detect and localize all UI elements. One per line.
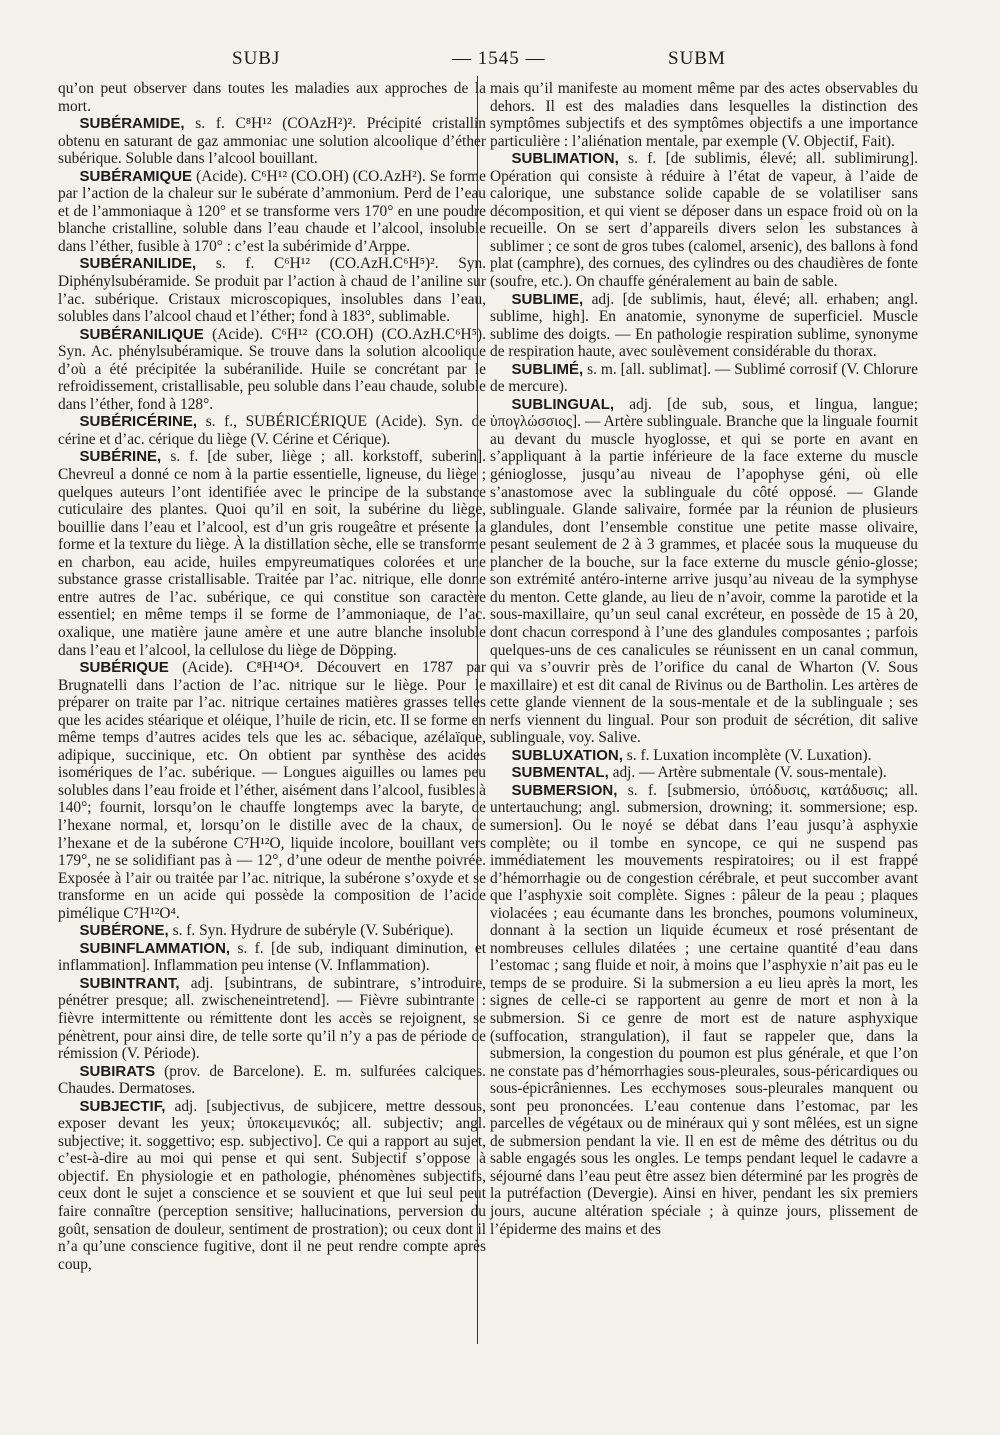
entry: SUBLUXATION, s. f. Luxation incomplète (V. Luxation). — [511, 746, 872, 764]
headword: SUBJECTIF, — [79, 1097, 166, 1115]
entry: SUBLIMATION, s. f. [de sublimis, élevé; all. sublimirung]. Opération qui consiste à réduire à l’état de vapeur, à l’aide de calorique, une substance solide capable de se volatiliser sans décomposition, et qui vient se déposer dans un espace froid où on la recueille. On se sert d’appareils divers selon les substances à sublimer ; ce sont de gros tubes (calomel, arsenic), des ballons à fond plat (camphre), des cornues, des cylindres ou des chaudières de fonte (soufre, etc.). On chauffe généralement au bain de sable. — [490, 150, 918, 291]
entry: SUBÉRAMIQUE (Acide). C⁶H¹² (CO.OH) (CO.AzH²). Se forme par l’action de la chaleur sur le subérate d’ammonium. Perd de l’eau et de l’ammoniaque à 120° et se transforme vers 170° en une poudre blanche cristalline, soluble dans l’eau chaude et l’alcool, insoluble dans l’éther, fusible à 170° : c’est la subérimide d’Arppe. — [58, 167, 486, 255]
headword: SUBÉRONE, — [79, 922, 169, 940]
entry: SUBINTRANT, adj. [subintrans, de subintrare, s’introduire, pénétrer presque; all. zwischeneintretend]. — Fièvre subintrante : fièvre intermittente ou rémittente dont les accès se rejoignent, se pénètrent, pour ainsi dire, de telle sorte qu’il n’y a pas de période de rémission (V. Période). — [58, 974, 486, 1063]
running-head-left: SUBJ — [232, 48, 281, 69]
headword: SUBLINGUAL, — [511, 395, 615, 413]
entry: SUBÉRAMIDE, s. f. C⁸H¹² (COAzH²)². Précipité cristallin obtenu en saturant de gaz ammoniac une solution alcoolique d’éther subérique. Soluble dans l’alcool bouillant. — [58, 115, 486, 168]
left-column — [58, 80, 486, 1273]
entry: SUBÉRICÉRINE, s. f., SUBÉRICÉRIQUE (Acide). Syn. de cérine et d’ac. cérique du liège (V. Cérine et Cérique). — [58, 413, 486, 448]
headword: SUBMENTAL, — [511, 764, 609, 782]
headword: SUBÉRICÉRINE, — [79, 413, 198, 431]
entry: SUBLIMÉ, s. m. [all. sublimat]. — Sublimé corrosif (V. Chlorure de mercure). — [490, 360, 918, 396]
headword: SUBÉRANILIQUE — [79, 325, 204, 343]
headword: SUBIRATS — [79, 1062, 156, 1080]
headword: SUBÉRIQUE — [79, 659, 169, 677]
entry: SUBÉRINE, s. f. [de suber, liège ; all. korkstoff, suberin]. Chevreul a donné ce nom à la partie essentielle, ligneuse, du liège ; quelques auteurs l’ont identifiée avec le principe de la substance cuticulaire des plantes. Quoi qu’il en soit, la subérine du liège, bouillie dans l’eau et l’alcool, est d’un gris rougeâtre et présente la forme et la texture du liège. À la distillation sèche, elle se transforme en charbon, eau acide, huiles empyreumatiques colorées et une substance grasse cristallisable. Traitée par l’ac. nitrique, elle donne entre autres de l’ac. subérique, ce qui constitue son caractère essentiel; en même temps il se forme de l’ammoniaque, de l’ac. oxalique, une matière jaune amère et une autre blanche insoluble dans l’eau et l’alcool, la cellulose du liège de Döpping. — [58, 448, 486, 659]
entry: SUBLIME, adj. [de sublimis, haut, élevé; all. erhaben; angl. sublime, high]. En anatomie, synonyme de superficiel. Muscle sublime des doigts. — En pathologie respiration sublime, synonyme de respiration haute, avec soulèvement considérable du thorax. — [490, 290, 918, 361]
entry: SUBLINGUAL, adj. [de sub, sous, et lingua, langue; ὑπογλώσσιος]. — Artère sublinguale. Branche que la linguale fournit au devant du muscle hyoglosse, et qui se porte en avant en s’appliquant à la partie inférieure de la face externe du muscle génioglosse, jusqu’au niveau de l’apophyse géni, où elle s’anastomose avec la sublinguale du côté opposé. — Glande sublinguale. Glande salivaire, formée par la réunion de plusieurs glandules, dont l’ensemble constitue une petite masse olivaire, pesant seulement de 2 à 3 grammes, et placée sous la muqueuse du plancher de la bouche, sur la face externe du muscle génio-glosse; son extrémité antéro-interne arrive jusqu’au niveau de la symphyse du menton. Cette glande, au lieu de n’avoir, comme la parotide et la sous-maxillaire, qu’un seul canal excréteur, en possède de 15 à 20, dont chacun correspond à l’une des glandules composantes ; parfois quelques-uns de ces canalicules se réunissent en un canal commun, qui va s’ouvrir près de l’orifice du canal de Wharton (V. Sous maxillaire) et est dit canal de Rivinus ou de Bartholin. Les artères de cette glande viennent de la sous-mentale et de la sublinguale ; ses nerfs viennent du lingual. Pour son produit de sécrétion, dit salive sublinguale, voy. Salive. — [490, 395, 918, 747]
headword: SUBLUXATION, — [511, 746, 623, 764]
column-divider — [477, 76, 478, 1344]
headword: SUBÉRINE, — [79, 448, 162, 466]
entry: SUBÉRANILIQUE (Acide). C⁶H¹² (CO.OH) (CO.AzH.C⁶H⁵). Syn. Ac. phénylsubéramique. Se trouve dans la solution alcoolique d’où a été précipitée la subéranilide. Huile se concrétant par le refroidissement, cristallisable, peu soluble dans l’eau chaude, soluble dans l’éther, fond à 128°. — [58, 325, 486, 413]
headword: SUBLIMATION, — [511, 150, 619, 168]
entry-continuation: mais qu’il manifeste au moment même par des actes observables du dehors. Il est des maladies dans lesquelles la distinction des symptômes subjectifs et des symptômes objectifs a une importance particulière : l’aliénation mentale, par exemple (V. Objectif, Fait). — [490, 80, 918, 150]
entry: SUBÉRIQUE (Acide). C⁸H¹⁴O⁴. Découvert en 1787 par Brugnatelli dans l’action de l’ac. nitrique sur le liège. Pour le préparer on traite par l’ac. nitrique certaines matières grasses telles que les acides stéarique et oléique, l’huile de ricin, etc. Il se forme en même temps d’autres acides tels que les ac. sébacique, azélaïque, adipique, succinique, etc. On obtient par synthèse des acides isomériques de l’ac. subérique. — Longues aiguilles ou lames peu solubles dans l’eau froide et l’éther, aisément dans l’alcool, fusibles à 140°; fournit, lorsqu’on le chauffe longtemps avec la baryte, de l’hexane normal, et, lorsqu’on le distille avec de la chaux, de l’hexane et de la subérone C⁷H¹²O, liquide incolore, bouillant vers 179°, ne se solidifiant pas à — 12°, d’une odeur de menthe poivrée. Exposée à l’air ou traitée par l’ac. nitrique, la subérone s’oxyde et se transforme en un acide qui possède la composition de l’acide pimélique C⁷H¹²O⁴. — [58, 659, 486, 922]
entry: SUBJECTIF, adj. [subjectivus, de subjicere, mettre dessous, exposer devant les yeux; ὑποκειμενικός; all. subjectiv; angl. subjective; it. soggettivo; esp. subjectivo]. Ce qui a rapport au sujet, c’est-à-dire au moi qui pense et qui sent. Subjectif s’oppose à objectif. En physiologie et en pathologie, phénomènes subjectifs, ceux dont le sujet a conscience et se souvient et que lui seul peut faire connaître (perception sensitive; hallucinations, perversion du goût, sensation de douleur, sentiment de prostration); ou ceux dont il n’a qu’une conscience fugitive, dont il ne peut rendre compte après coup, — [58, 1097, 486, 1273]
headword: SUBLIME, — [511, 290, 584, 308]
entry-continuation: qu’on peut observer dans toutes les maladies aux approches de la mort. — [58, 80, 486, 115]
headword: SUBMERSION, — [511, 781, 618, 799]
entry: SUBINFLAMMATION, s. f. [de sub, indiquant diminution, et inflammation]. Inflammation peu intense (V. Inflammation). — [58, 939, 486, 975]
entry: SUBÉRONE, s. f. Syn. Hydrure de subéryle (V. Subérique). — [79, 922, 454, 940]
headword: SUBINFLAMMATION, — [79, 939, 231, 957]
headword: SUBÉRAMIQUE — [79, 167, 193, 185]
entry: SUBMENTAL, adj. — Artère submentale (V. sous-mentale). — [511, 764, 887, 782]
running-head-right: SUBM — [668, 48, 726, 69]
page-number: — 1545 — — [452, 48, 546, 69]
entry: SUBÉRANILIDE, s. f. C⁶H¹² (CO.AzH.C⁶H⁵)². Syn. Diphénylsubéramide. Se produit par l’action à chaud de l’aniline sur l’ac. subérique. Cristaux microscopiques, insolubles dans l’eau, solubles dans l’alcool chaud et l’éther; fond à 183°, sublimable. — [58, 255, 486, 326]
entry: SUBMERSION, s. f. [submersio, ὑπόδυσις, κατάδυσις; all. untertauchung; angl. submersion, drowning; it. sommersione; esp. sumersion]. Ou le noyé se débat dans l’eau jusqu’à asphyxie complète; ou il tombe en syncope, ce qui ne suspend pas immédiatement les mouvements respiratoires; ou il est frappé d’hémorrhagie ou de congestion cérébrale, et peut succomber avant que l’asphyxie soit complète. Signes : pâleur de la peau ; plaques violacées ; eau écumante dans les bronches, poumons volumineux, donnant à la section un liquide écumeux et rosé présentant de nombreuses cellules dilatées ; une certaine quantité d’eau dans l’estomac ; sang fluide et noir, à moins que l’asphyxie n’ait pas eu le temps de se produire. Si la submersion a eu lieu après la mort, les signes de celle-ci se rapportent au genre de mort et non à la submersion. Si ce genre de mort est de nature asphyxique (suffocation, strangulation), il faut se rappeler que, dans la submersion, la congestion du poumon est plus générale, et que l’on ne constate pas d’hémorrhagies sous-pleurales, sous-péricardiques ou sous-épicrâniennes. Les ecchymoses sous-pleurales manquent ou sont peu prononcées. L’eau contenue dans l’estomac, par les parcelles de végétaux ou de minéraux qui y sont mêlées, est un signe de submersion pendant la vie. Il en est de même des détritus ou du sable engagés sous les ongles. Le temps pendant lequel le cadavre a séjourné dans l’eau peut être assez bien déterminé par les progrès de la putréfaction (Devergie). Ainsi en hiver, pendant les six premiers jours, aucune altération spéciale ; à quinze jours, plissement de l’épiderme des mains et des — [490, 781, 918, 1238]
headword: SUBÉRAMIDE, — [79, 115, 185, 133]
headword: SUBÉRANILIDE, — [79, 255, 197, 273]
entry: SUBIRATS (prov. de Barcelone). E. m. sulfurées calciques. Chaudes. Dermatoses. — [58, 1062, 486, 1098]
right-column — [490, 80, 918, 1238]
headword: SUBLIMÉ, — [511, 360, 584, 378]
headword: SUBINTRANT, — [79, 974, 180, 992]
